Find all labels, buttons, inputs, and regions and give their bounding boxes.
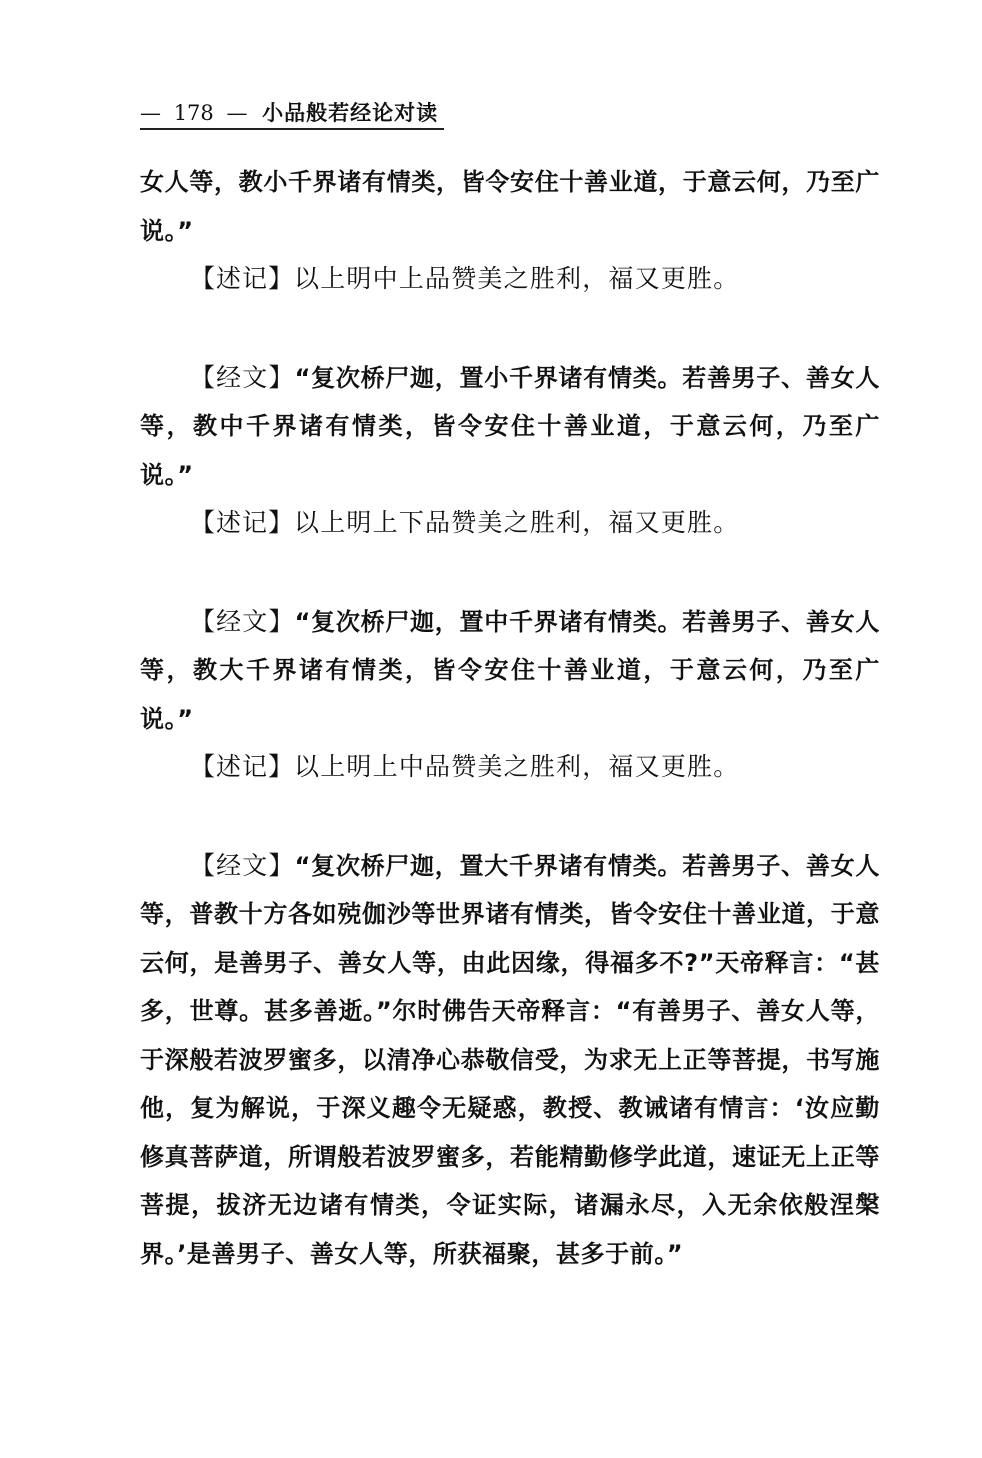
page-number: 178 bbox=[173, 101, 214, 125]
commentary-tag: 【述记】 bbox=[190, 264, 295, 293]
header-dash-right: — bbox=[226, 101, 248, 125]
page-body bbox=[140, 158, 880, 1278]
sutra-paragraph-continued bbox=[140, 158, 880, 255]
commentary-text: 以上明上中品赞美之胜利，福又更胜。 bbox=[294, 752, 740, 781]
sutra-paragraph bbox=[140, 842, 880, 1279]
sutra-paragraph bbox=[140, 354, 880, 500]
sutra-paragraph bbox=[140, 598, 880, 744]
header-dash-left: — bbox=[140, 101, 161, 125]
commentary-tag: 【述记】 bbox=[190, 508, 295, 537]
section-gap bbox=[140, 792, 880, 842]
running-header bbox=[140, 98, 440, 128]
section-gap bbox=[140, 548, 880, 598]
sutra-tag: 【经文】 bbox=[190, 606, 295, 636]
sutra-text: “复次桥尸迦，置中千界诸有情类。若善男子、善女人等，教大千界诸有情类，皆令安住十善业道，于意云何，乃至广说。” bbox=[140, 607, 880, 733]
sutra-tag: 【经文】 bbox=[190, 850, 295, 880]
book-title: 小品般若经论对读 bbox=[262, 100, 439, 125]
sutra-text: “复次桥尸迦，置大千界诸有情类。若善男子、善女人等，普教十方各如殑伽沙等世界诸有情类，皆令安住十善业道，于意云何，是善男子、善女人等，由此因缘，得福多不?”天帝释言：“甚多，世尊。甚多善逝。”尔时佛告天帝释言：“有善男子、善女人等，于深般若波罗蜜多，以清净心恭敬信受，为求无上正等菩提，书写施他，复为解说，于深义趣令无疑惑，教授、教诫诸有情言：‘汝应勤修真菩萨道，所谓般若波罗蜜多，若能精勤修学此道，速证无上正等菩提，拔济无边诸有情类，令证实际，诸漏永尽，入无余依般涅槃界。’是善男子、善女人等，所获福聚，甚多于前。” bbox=[140, 851, 880, 1268]
commentary-text: 以上明中上品赞美之胜利，福又更胜。 bbox=[294, 264, 740, 293]
sutra-tag: 【经文】 bbox=[190, 362, 295, 392]
sutra-text: 女人等，教小千界诸有情类，皆令安住十善业道，于意云何，乃至广说。” bbox=[140, 168, 880, 245]
header-rule bbox=[140, 128, 444, 130]
commentary-paragraph bbox=[140, 743, 880, 792]
commentary-paragraph bbox=[140, 255, 880, 304]
commentary-text: 以上明上下品赞美之胜利，福又更胜。 bbox=[294, 508, 740, 537]
commentary-tag: 【述记】 bbox=[190, 752, 295, 781]
section-gap bbox=[140, 304, 880, 354]
sutra-text: “复次桥尸迦，置小千界诸有情类。若善男子、善女人等，教中千界诸有情类，皆令安住十善业道，于意云何，乃至广说。” bbox=[140, 363, 880, 489]
commentary-paragraph bbox=[140, 499, 880, 548]
